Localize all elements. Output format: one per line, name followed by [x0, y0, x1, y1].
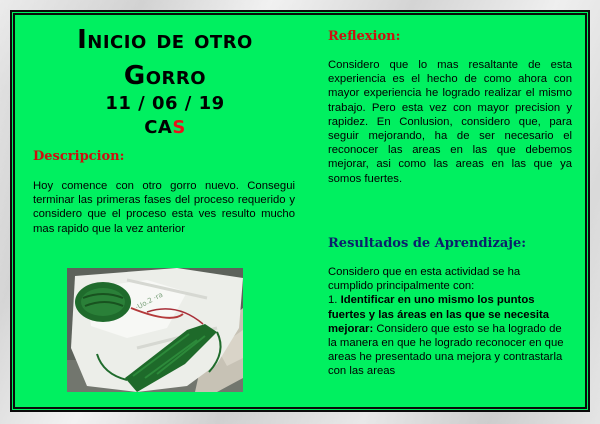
- svg-text:·Uo.2 ·ra: ·Uo.2 ·ra: [134, 290, 165, 312]
- page-title-line-1: Inicio de otro: [77, 25, 253, 55]
- resultados-item-number: 1.: [328, 294, 338, 307]
- resultados-item-text: Considero que esto se ha logrado de la manera en que he logrado reconocer en que areas he presentado una mejora y contrastarla con las areas: [328, 322, 564, 378]
- reflexion-text: Considero que lo mas resaltante de esta experiencia es el hecho de como ahora con mayor experiencia he logrado realizar el mismo trabajo. Pero esta vez con mayor precision y rapidez. En Conlusion, considero que, para seguir mejorando, ha de ser necesario el reconocer las areas en las que debemos mejorar, asi como las areas en las que ya somos fuertes.: [328, 59, 572, 185]
- knitting-photo-illustration: [67, 268, 243, 392]
- reflexion-heading: Reflexion:: [328, 29, 401, 44]
- resultados-item-bold: Identificar en uno mismo los puntos fuertes y las áreas en las que se necesita mejorar:: [328, 294, 550, 335]
- page-title-line-2: Gorro: [123, 61, 207, 91]
- descripcion-heading: Descripcion:: [33, 149, 125, 164]
- descripcion-text: Hoy comence con otro gorro nuevo. Consegui terminar las primeras fases del proceso requerido y considero que el proceso esta ves resulto mucho mas rapido que la vez anterior: [33, 180, 295, 235]
- cas-label-prefix: CA: [144, 117, 173, 138]
- content-card: [13, 13, 587, 409]
- cas-label: [15, 117, 315, 138]
- knitting-photo: [67, 268, 243, 392]
- resultados-heading: Resultados de Aprendizaje:: [328, 236, 527, 251]
- cas-label-accent: S: [172, 117, 186, 138]
- resultados-text: [328, 265, 568, 379]
- resultados-intro: Considero que en esta actividad se ha cumplido principalmente con:: [328, 266, 521, 293]
- entry-date: 11 / 06 / 19: [105, 93, 225, 114]
